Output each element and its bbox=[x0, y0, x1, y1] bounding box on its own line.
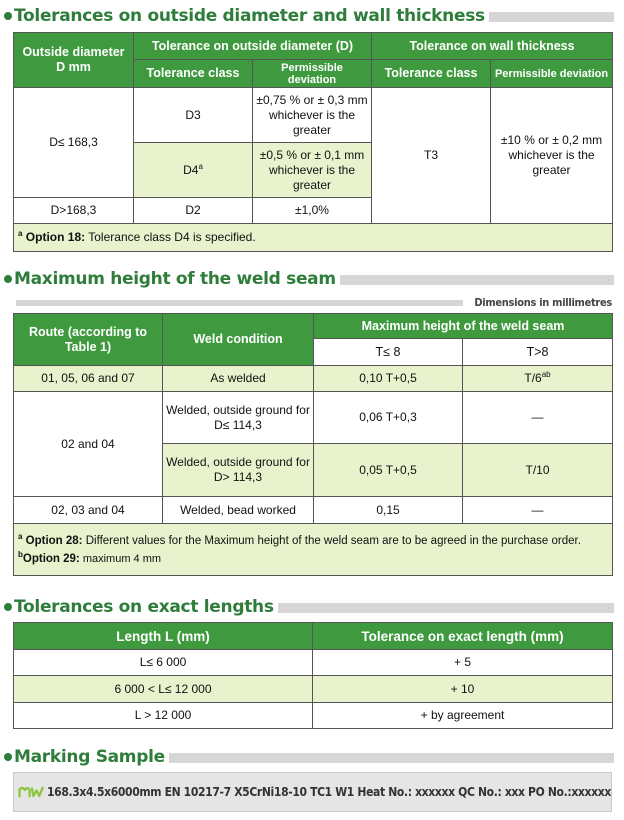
cell-tolerance: + by agreement bbox=[313, 703, 613, 729]
footnote-option-label: Option 29: bbox=[22, 552, 80, 565]
header-permissible-deviation: Permissible deviation bbox=[253, 60, 372, 88]
header-outside-diameter: Outside diameter D mm bbox=[14, 33, 134, 88]
title-rule bbox=[340, 275, 614, 285]
footnote-option-label: Option 18: bbox=[25, 230, 86, 244]
section-title-text: Tolerances on exact lengths bbox=[14, 597, 274, 617]
cell-t3: T3 bbox=[372, 88, 491, 224]
footnote-option-label: Option 28: bbox=[25, 534, 83, 547]
section-title-text: Maximum height of the weld seam bbox=[14, 269, 336, 289]
footnote-option-28 bbox=[18, 532, 608, 550]
section-title-marking-sample bbox=[2, 745, 614, 767]
marking-sample-box bbox=[13, 772, 612, 812]
cell-d4-deviation: ±0,5 % or ± 0,1 mm whichever is the greater bbox=[253, 143, 372, 198]
cell-length: L > 12 000 bbox=[14, 703, 313, 729]
cell-length: L≤ 6 000 bbox=[14, 650, 313, 676]
cell-t3-deviation: ±10 % or ± 0,2 mm whichever is the greater bbox=[491, 88, 613, 224]
marking-text: 168.3x4.5x6000mm EN 10217-7 X5CrNi18-10 TC1 W1 Heat No.: xxxxxx QC No.: xxx PO No.:xxxxxx bbox=[47, 785, 611, 799]
footnote-mark: a bbox=[198, 161, 203, 171]
cell-d3: D3 bbox=[134, 88, 253, 143]
header-tolerance-od: Tolerance on outside diameter (D) bbox=[134, 33, 372, 60]
cell-length: 6 000 < L≤ 12 000 bbox=[14, 676, 313, 703]
cell-route: 02 and 04 bbox=[14, 392, 163, 497]
cell-d3-deviation: ±0,75 % or ± 0,3 mm whichever is the greater bbox=[253, 88, 372, 143]
header-tolerance-exact-length: Tolerance on exact length (mm) bbox=[313, 623, 613, 650]
cell-t-le-8-value: 0,15 bbox=[314, 497, 463, 524]
bullet-icon bbox=[4, 275, 12, 283]
cell-tolerance: + 5 bbox=[313, 650, 613, 676]
header-length: Length L (mm) bbox=[14, 623, 313, 650]
footnote-text: Different values for the Maximum height of the weld seam are to be agreed in the purchase order. bbox=[82, 534, 581, 547]
dimensions-note: Dimensions in millimetres bbox=[474, 296, 612, 309]
bullet-icon bbox=[4, 753, 12, 761]
bullet-icon bbox=[4, 12, 12, 20]
od-wall-tolerance-table bbox=[13, 32, 613, 252]
cell-weld-condition: Welded, outside ground for D≤ 114,3 bbox=[163, 392, 314, 444]
title-rule bbox=[489, 12, 614, 22]
section-title-exact-lengths bbox=[2, 595, 614, 617]
cell-t-le-8-value: 0,10 T+0,5 bbox=[314, 366, 463, 392]
header-tolerance-class-wall: Tolerance class bbox=[372, 60, 491, 88]
footnote-mark: a bbox=[18, 531, 23, 541]
cell-d2: D2 bbox=[134, 198, 253, 224]
cell-route: 02, 03 and 04 bbox=[14, 497, 163, 524]
footnote-mark: a bbox=[18, 229, 23, 238]
cell-t-le-8-value: 0,05 T+0,5 bbox=[314, 444, 463, 497]
weld-seam-table bbox=[13, 313, 613, 576]
footnote-mark: ab bbox=[541, 370, 551, 379]
section-title-od-wall bbox=[2, 4, 614, 26]
cell-d4-text: D4 bbox=[183, 162, 199, 177]
cell-d2-deviation: ±1,0% bbox=[253, 198, 372, 224]
cell-route: 01, 05, 06 and 07 bbox=[14, 366, 163, 392]
mw-logo-icon bbox=[18, 775, 45, 809]
footnote-option-29 bbox=[18, 550, 608, 568]
cell-t-le-8-value: 0,06 T+0,3 bbox=[314, 392, 463, 444]
header-tolerance-wall: Tolerance on wall thickness bbox=[372, 33, 613, 60]
cell-weld-condition: Welded, bead worked bbox=[163, 497, 314, 524]
header-t-gt-8: T>8 bbox=[463, 339, 613, 366]
cell-t-gt-8-value: T/10 bbox=[463, 444, 613, 497]
bullet-icon bbox=[4, 603, 12, 611]
dimensions-rule bbox=[16, 300, 463, 306]
header-t-le-8: T≤ 8 bbox=[314, 339, 463, 366]
cell-value-text: T/6 bbox=[524, 371, 542, 385]
section-title-weld-seam bbox=[2, 267, 614, 289]
cell-t-gt-8-value: — bbox=[463, 392, 613, 444]
footnote-mark: b bbox=[18, 549, 23, 559]
header-max-height: Maximum height of the weld seam bbox=[314, 314, 613, 339]
cell-t-gt-8-value bbox=[463, 366, 613, 392]
cell-d-le-168: D≤ 168,3 bbox=[14, 88, 134, 198]
section-title-text: Tolerances on outside diameter and wall thickness bbox=[14, 6, 485, 26]
header-weld-condition: Weld condition bbox=[163, 314, 314, 366]
header-permissible-deviation-wall: Permissible deviation bbox=[491, 60, 613, 88]
footnote-text: maximum 4 mm bbox=[79, 552, 162, 565]
cell-d-gt-168: D>168,3 bbox=[14, 198, 134, 224]
header-tolerance-class: Tolerance class bbox=[134, 60, 253, 88]
cell-d4 bbox=[134, 143, 253, 198]
title-rule bbox=[169, 753, 614, 763]
title-rule bbox=[278, 603, 614, 613]
cell-weld-condition: Welded, outside ground for D> 114,3 bbox=[163, 444, 314, 497]
cell-weld-condition: As welded bbox=[163, 366, 314, 392]
footnote-option-18 bbox=[14, 224, 613, 252]
footnotes-weld bbox=[14, 524, 613, 576]
cell-t-gt-8-value: — bbox=[463, 497, 613, 524]
section-title-text: Marking Sample bbox=[14, 747, 165, 767]
exact-length-table bbox=[13, 622, 613, 729]
header-route: Route (according to Table 1) bbox=[14, 314, 163, 366]
footnote-text: Tolerance class D4 is specified. bbox=[85, 230, 256, 244]
cell-tolerance: + 10 bbox=[313, 676, 613, 703]
